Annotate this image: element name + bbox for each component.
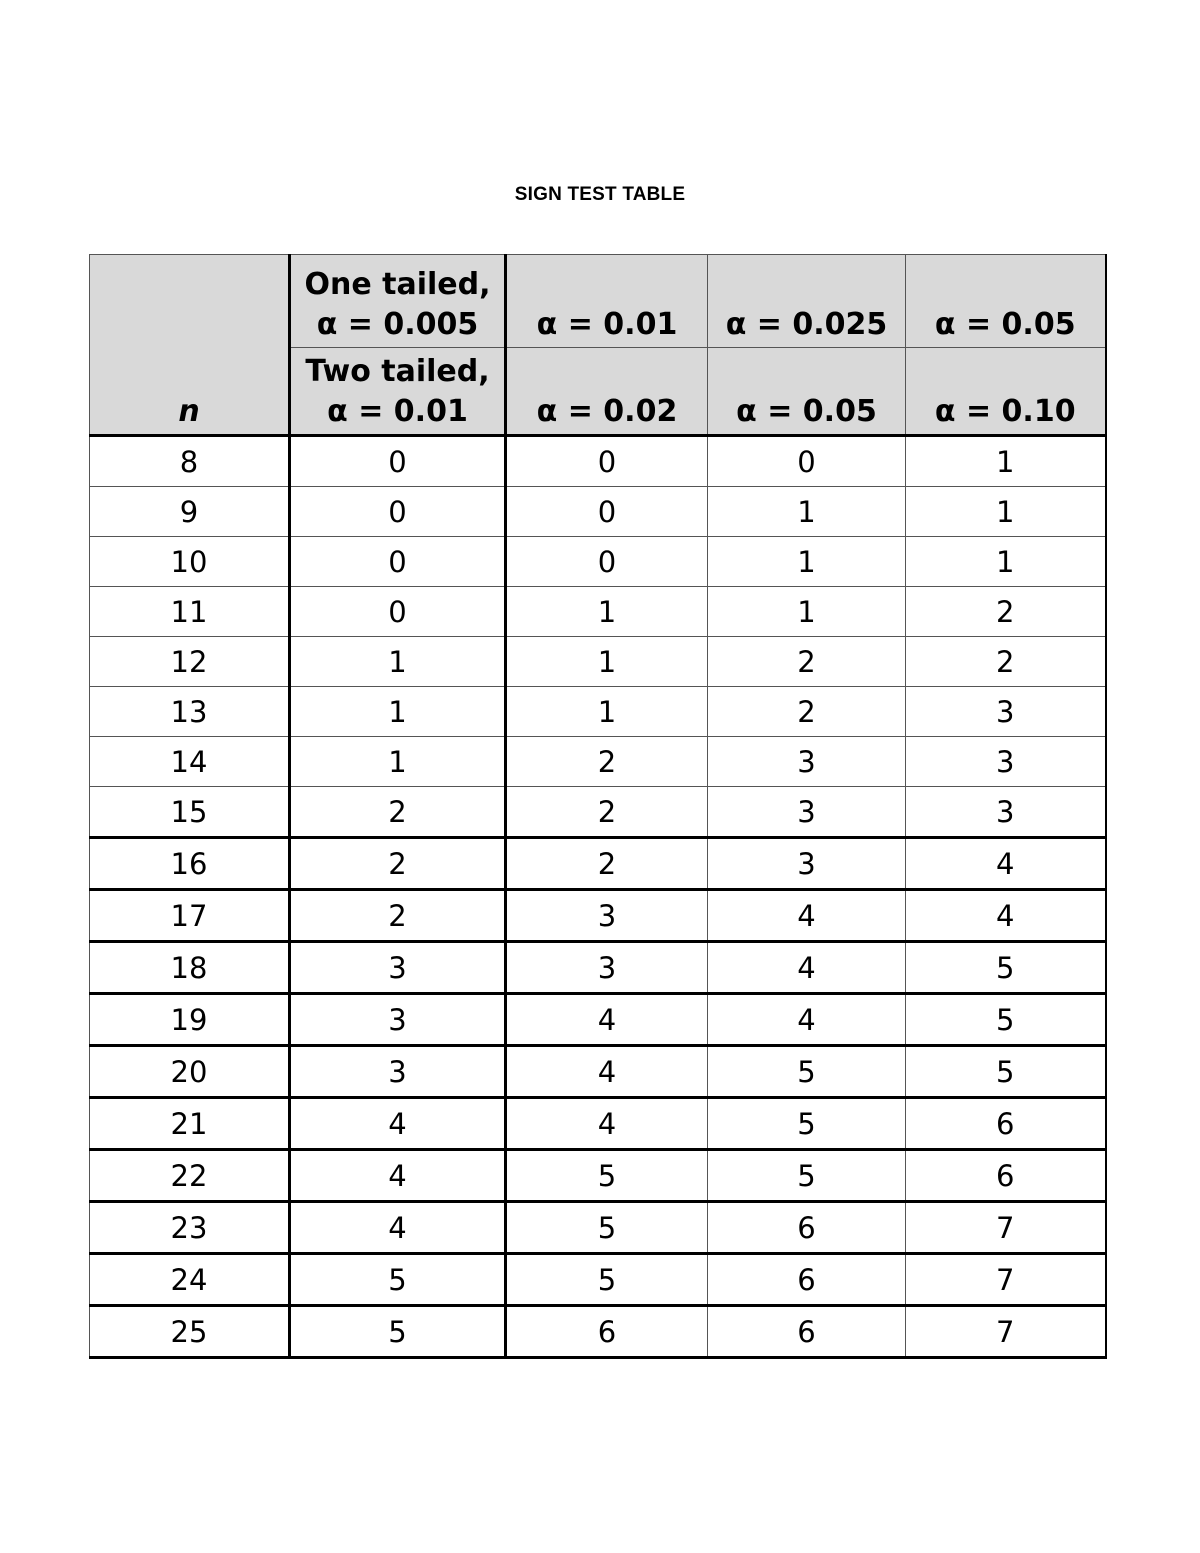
critical-value-cell: 3 — [708, 838, 906, 890]
critical-value-cell: 2 — [708, 637, 906, 687]
two-tailed-alpha-value: α = 0.01 — [327, 394, 468, 429]
critical-value-cell: 1 — [906, 436, 1106, 487]
n-cell: 13 — [90, 687, 290, 737]
critical-value-cell: 0 — [506, 436, 708, 487]
critical-value-cell: 1 — [290, 737, 506, 787]
n-cell: 22 — [90, 1150, 290, 1202]
critical-value-cell: 6 — [506, 1306, 708, 1358]
table-row — [90, 737, 1106, 787]
page-title: SIGN TEST TABLE — [514, 184, 686, 205]
critical-value-cell: 5 — [906, 942, 1106, 994]
table-row — [90, 942, 1106, 994]
one-tailed-alpha-value: α = 0.005 — [316, 307, 479, 342]
n-cell: 15 — [90, 787, 290, 838]
critical-value-cell: 0 — [506, 487, 708, 537]
critical-value-cell: 1 — [506, 637, 708, 687]
critical-value-cell: 1 — [290, 687, 506, 737]
one-tailed-label: One tailed, — [304, 267, 491, 302]
critical-value-cell: 4 — [290, 1202, 506, 1254]
table-row — [90, 994, 1106, 1046]
critical-value-cell: 1 — [708, 537, 906, 587]
one-tailed-alpha-0005-header — [290, 255, 506, 348]
critical-value-cell: 2 — [506, 737, 708, 787]
critical-value-cell: 7 — [906, 1254, 1106, 1306]
n-cell: 12 — [90, 637, 290, 687]
n-cell: 19 — [90, 994, 290, 1046]
two-tailed-alpha-005-header: α = 0.05 — [708, 348, 906, 436]
critical-value-cell: 3 — [906, 687, 1106, 737]
critical-value-cell: 2 — [906, 587, 1106, 637]
table-row — [90, 787, 1106, 838]
table-row — [90, 1254, 1106, 1306]
critical-value-cell: 1 — [290, 637, 506, 687]
critical-value-cell: 1 — [506, 587, 708, 637]
critical-value-cell: 5 — [906, 1046, 1106, 1098]
critical-value-cell: 0 — [290, 537, 506, 587]
critical-value-cell: 5 — [506, 1150, 708, 1202]
table-header — [90, 255, 1106, 436]
two-tailed-alpha-010-header: α = 0.10 — [906, 348, 1106, 436]
critical-value-cell: 4 — [290, 1150, 506, 1202]
n-cell: 9 — [90, 487, 290, 537]
critical-value-cell: 4 — [708, 994, 906, 1046]
critical-value-cell: 5 — [506, 1254, 708, 1306]
critical-value-cell: 4 — [708, 890, 906, 942]
n-cell: 8 — [90, 436, 290, 487]
sign-test-table — [89, 254, 1107, 1359]
header-row-one-tailed — [90, 255, 1106, 348]
critical-value-cell: 3 — [906, 787, 1106, 838]
critical-value-cell: 4 — [906, 838, 1106, 890]
critical-value-cell: 0 — [708, 436, 906, 487]
n-cell: 25 — [90, 1306, 290, 1358]
one-tailed-alpha-001-header: α = 0.01 — [506, 255, 708, 348]
critical-value-cell: 5 — [708, 1150, 906, 1202]
critical-value-cell: 3 — [506, 942, 708, 994]
one-tailed-alpha-0025-header: α = 0.025 — [708, 255, 906, 348]
critical-value-cell: 6 — [906, 1150, 1106, 1202]
critical-value-cell: 4 — [506, 1046, 708, 1098]
critical-value-cell: 7 — [906, 1306, 1106, 1358]
critical-value-cell: 3 — [290, 942, 506, 994]
critical-value-cell: 3 — [708, 737, 906, 787]
critical-value-cell: 3 — [708, 787, 906, 838]
critical-value-cell: 3 — [290, 1046, 506, 1098]
critical-value-cell: 3 — [290, 994, 506, 1046]
n-cell: 11 — [90, 587, 290, 637]
table-row — [90, 1150, 1106, 1202]
table-row — [90, 436, 1106, 487]
critical-value-cell: 2 — [290, 787, 506, 838]
critical-value-cell: 0 — [290, 587, 506, 637]
critical-value-cell: 5 — [506, 1202, 708, 1254]
critical-value-cell: 1 — [506, 687, 708, 737]
critical-value-cell: 6 — [906, 1098, 1106, 1150]
table-body — [90, 436, 1106, 1358]
critical-value-cell: 1 — [906, 487, 1106, 537]
critical-value-cell: 1 — [906, 537, 1106, 587]
critical-value-cell: 0 — [290, 487, 506, 537]
critical-value-cell: 0 — [290, 436, 506, 487]
n-cell: 16 — [90, 838, 290, 890]
critical-value-cell: 5 — [906, 994, 1106, 1046]
n-cell: 18 — [90, 942, 290, 994]
n-cell: 20 — [90, 1046, 290, 1098]
two-tailed-alpha-001-header — [290, 348, 506, 436]
critical-value-cell: 3 — [906, 737, 1106, 787]
table-row — [90, 890, 1106, 942]
table-row — [90, 487, 1106, 537]
n-cell: 24 — [90, 1254, 290, 1306]
n-cell: 10 — [90, 537, 290, 587]
n-cell: 17 — [90, 890, 290, 942]
critical-value-cell: 2 — [708, 687, 906, 737]
n-cell: 14 — [90, 737, 290, 787]
critical-value-cell: 2 — [506, 787, 708, 838]
n-cell: 23 — [90, 1202, 290, 1254]
n-column-header: n — [90, 255, 290, 436]
critical-value-cell: 2 — [906, 637, 1106, 687]
table-row — [90, 687, 1106, 737]
critical-value-cell: 6 — [708, 1254, 906, 1306]
critical-value-cell: 2 — [290, 890, 506, 942]
critical-value-cell: 4 — [506, 994, 708, 1046]
critical-value-cell: 6 — [708, 1202, 906, 1254]
critical-value-cell: 5 — [708, 1046, 906, 1098]
table-row — [90, 1202, 1106, 1254]
table-row — [90, 637, 1106, 687]
two-tailed-alpha-002-header: α = 0.02 — [506, 348, 708, 436]
critical-value-cell: 4 — [506, 1098, 708, 1150]
critical-value-cell: 4 — [708, 942, 906, 994]
table-row — [90, 587, 1106, 637]
critical-value-cell: 3 — [506, 890, 708, 942]
critical-value-cell: 6 — [708, 1306, 906, 1358]
critical-value-cell: 5 — [708, 1098, 906, 1150]
critical-value-cell: 2 — [506, 838, 708, 890]
table-row — [90, 537, 1106, 587]
critical-value-cell: 4 — [906, 890, 1106, 942]
two-tailed-label: Two tailed, — [305, 354, 490, 389]
critical-value-cell: 1 — [708, 487, 906, 537]
table-row — [90, 1098, 1106, 1150]
table-row — [90, 838, 1106, 890]
critical-value-cell: 5 — [290, 1306, 506, 1358]
critical-value-cell: 1 — [708, 587, 906, 637]
critical-value-cell: 5 — [290, 1254, 506, 1306]
critical-value-cell: 0 — [506, 537, 708, 587]
critical-value-cell: 2 — [290, 838, 506, 890]
n-cell: 21 — [90, 1098, 290, 1150]
critical-value-cell: 7 — [906, 1202, 1106, 1254]
table-row — [90, 1046, 1106, 1098]
critical-value-cell: 4 — [290, 1098, 506, 1150]
one-tailed-alpha-005-header: α = 0.05 — [906, 255, 1106, 348]
table-row — [90, 1306, 1106, 1358]
